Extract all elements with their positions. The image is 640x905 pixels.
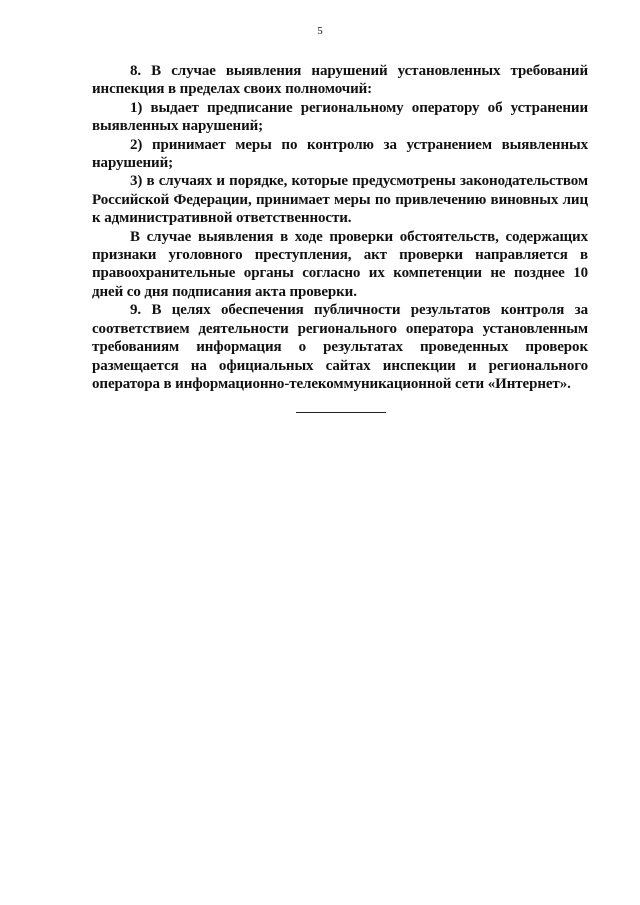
paragraph-8-item-3: 3) в случаях и порядке, которые предусмотрены законодательством Российской Федерации, принимает меры по привлечению виновных лиц к административной ответственности. bbox=[92, 173, 588, 227]
end-of-document-rule bbox=[296, 412, 386, 413]
document-body bbox=[92, 62, 588, 393]
paragraph-8-item-1: 1) выдает предписание региональному оператору об устранении выявленных нарушений; bbox=[92, 99, 588, 135]
paragraph-8: 8. В случае выявления нарушений установленных требований инспекция в пределах своих полномочий: bbox=[92, 63, 588, 98]
paragraph-criminal-evidence: В случае выявления в ходе проверки обстоятельств, содержащих признаки уголовного преступления, акт проверки направляется в правоохранительные органы согласно их компетенции не позднее 10 дней со дня подписания акта проверки. bbox=[92, 228, 588, 300]
paragraph-9: 9. В целях обеспечения публичности результатов контроля за соответствием деятельности регионального оператора установленным требованиям информация о результатах проведенных проверок размещается на официальных сайтах инспекции и регионального оператора в информационно-телекоммуникационной сети «Интернет». bbox=[92, 302, 588, 392]
page-number: 5 bbox=[317, 25, 323, 37]
paragraph-8-item-2: 2) принимает меры по контролю за устранением выявленных нарушений; bbox=[92, 136, 588, 172]
